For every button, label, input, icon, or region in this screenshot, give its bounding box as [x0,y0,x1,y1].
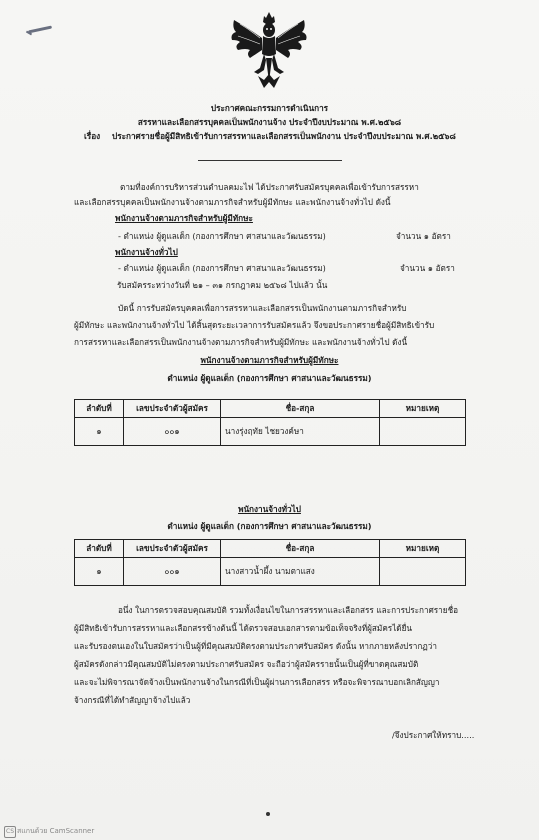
para2-line2: ผู้มีทักษะ และพนักงานจ้างทั่วไป ได้สิ้นสุดระยะเวลาการรับสมัครแล้ว จึงขอประกาศรายชื่อผู้มีสิทธิเข้ารับ [74,320,435,330]
subject-text: ประกาศรายชื่อผู้มีสิทธิเข้ารับการสรรหาและเลือกสรรเป็นพนักงาน ประจำปีงบประมาณ พ.ศ.๒๕๖๘ [112,131,456,141]
col-order: ลำดับที่ [75,540,124,558]
col-applicant-id: เลขประจำตัวผู้สมัคร [124,400,221,418]
section1-position: - ตำแหน่ง ผู้ดูแลเด็ก (กองการศึกษา ศาสนาและวัฒนธรรม) [118,231,326,241]
para3-line3: และรับรองตนเองในใบสมัครว่าเป็นผู้ที่มีคุณสมบัติตรงตามประกาศรับสมัคร ดังนั้น หากภายหลังปรากฏว่า [74,641,437,651]
table-row [75,418,466,446]
list1-position: ตำแหน่ง ผู้ดูแลเด็ก (กองการศึกษา ศาสนาและวัฒนธรรม) [167,373,372,383]
section2-count: จำนวน ๑ อัตรา [400,263,455,273]
list1-table [74,399,466,446]
section2-period: รับสมัครระหว่างวันที่ ๒๑ – ๓๑ กรกฎาคม ๒๕๖๘ ไปแล้ว นั้น [117,280,328,290]
cell-note [380,558,466,586]
para2-line3: การสรรหาและเลือกสรรเป็นพนักงานจ้างตามภารกิจสำหรับผู้มีทักษะ และพนักงานจ้างทั่วไป ดังนี้ [74,337,408,347]
intro-line1: ตามที่องค์การบริหารส่วนตำบลคมะไฟ ได้ประกาศรับสมัครบุคคลเพื่อเข้ารับการสรรหา [120,182,419,192]
table-row [75,558,466,586]
header-line1: ประกาศคณะกรรมการดำเนินการ [210,103,329,113]
col-applicant-id: เลขประจำตัวผู้สมัคร [124,540,221,558]
col-note: หมายเหตุ [380,540,466,558]
col-name: ชื่อ-สกุล [221,400,380,418]
section1-count: จำนวน ๑ อัตรา [396,231,451,241]
para3-line1: อนึ่ง ในการตรวจสอบคุณสมบัติ รวมทั้งเงื่อนไขในการสรรหาและเลือกสรร และการประกาศรายชื่อ [118,605,459,615]
para3-line4: ผู้สมัครดังกล่าวมีคุณสมบัติไม่ตรงตามประกาศรับสมัคร จะถือว่าผู้สมัครรายนั้นเป็นผู้ที่ขาดคุณสมบัติ [74,659,419,669]
subject-label: เรื่อง [84,131,101,141]
para2-line1: บัดนี้ การรับสมัครบุคคลเพื่อการสรรหาและเลือกสรรเป็นพนักงานตามภารกิจสำหรับ [118,303,407,313]
camscanner-watermark: สแกนด้วย CamScanner [17,827,95,835]
list2-heading: พนักงานจ้างทั่วไป [238,504,301,514]
cell-order: ๑ [75,558,124,586]
cell-applicant-id: ๐๐๑ [124,418,221,446]
cell-name: นางสาวน้ำผึ้ง นามตาแสง [221,558,380,586]
cell-note [380,418,466,446]
section2-position: - ตำแหน่ง ผู้ดูแลเด็ก (กองการศึกษา ศาสนาและวัฒนธรรม) [118,263,326,273]
camscanner-logo-icon: CS [4,826,16,838]
list2-position: ตำแหน่ง ผู้ดูแลเด็ก (กองการศึกษา ศาสนาและวัฒนธรรม) [167,521,372,531]
header-line2: สรรหาและเลือกสรรบุคคลเป็นพนักงานจ้าง ประจำปีงบประมาณ พ.ศ.๒๕๖๘ [137,117,402,127]
table-header-row [75,400,466,418]
col-order: ลำดับที่ [75,400,124,418]
list2-table [74,539,466,586]
page-dot [266,812,270,816]
pen-mark [28,26,52,34]
section1-heading: พนักงานจ้างตามภารกิจสำหรับผู้มีทักษะ [115,213,253,223]
para3-line6: จ้างกรณีที่ได้ทำสัญญาจ้างไปแล้ว [74,695,191,705]
closing-text: /จึงประกาศให้ทราบ..... [392,730,475,740]
section2-heading: พนักงานจ้างทั่วไป [115,247,178,257]
divider [198,160,342,161]
list1-heading: พนักงานจ้างตามภารกิจสำหรับผู้มีทักษะ [200,355,339,365]
cell-applicant-id: ๐๐๑ [124,558,221,586]
cell-name: นางรุ่งฤทัย ไชยวงค์ษา [221,418,380,446]
intro-line2: และเลือกสรรบุคคลเป็นพนักงานจ้างตามภารกิจสำหรับผู้มีทักษะ และพนักงานจ้างทั่วไป ดังนี้ [74,197,391,207]
col-note: หมายเหตุ [380,400,466,418]
garuda-emblem-icon [228,10,310,90]
col-name: ชื่อ-สกุล [221,540,380,558]
cell-order: ๑ [75,418,124,446]
para3-line2: ผู้มีสิทธิเข้ารับการสรรหาและเลือกสรรข้างต้นนี้ ได้ตรวจสอบเอกสารตามข้อเท็จจริงที่ผู้สมัครได้ยื่น [74,623,413,633]
table-header-row [75,540,466,558]
para3-line5: และจะไม่พิจารณาจัดจ้างเป็นพนักงานจ้างในกรณีที่เป็นผู้ผ่านการเลือกสรร หรือจะพิจารณาบอกเลิกสัญญา [74,677,440,687]
